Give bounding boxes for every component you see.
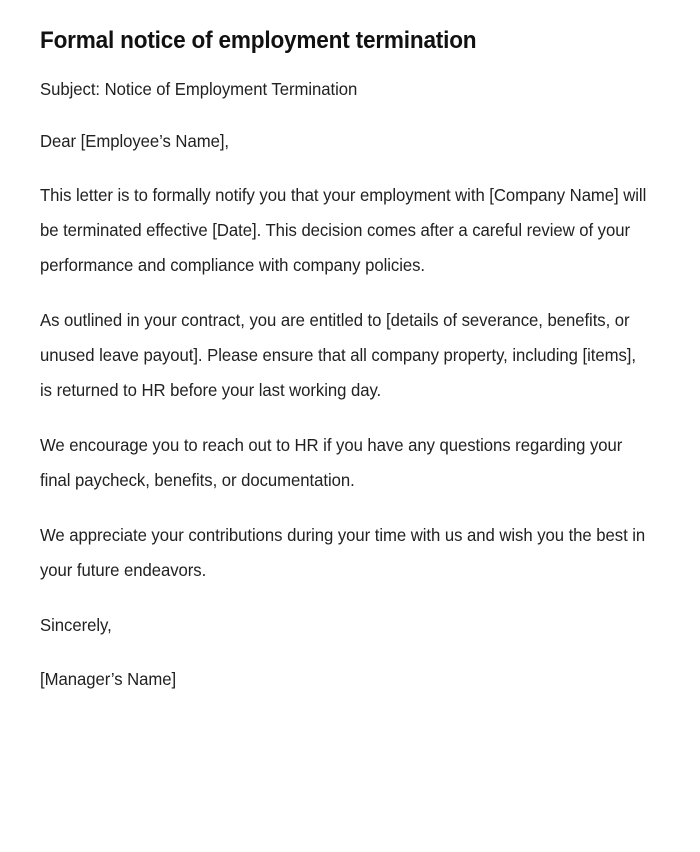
paragraph-entitlements: As outlined in your contract, you are entitled to [details of severance, benefits, or unused leave payout]. Please ensure that all company property, including [items], is returned to HR before your last working day. [40, 310, 636, 400]
signoff: Sincerely, [40, 615, 112, 635]
page-title: Formal notice of employment termination [40, 27, 477, 54]
paragraph-appreciation: We appreciate your contributions during your time with us and wish you the best in your future endeavors. [40, 525, 646, 580]
paragraph-hr-contact: We encourage you to reach out to HR if you have any questions regarding your final paycheck, benefits, or documentation. [40, 435, 623, 490]
paragraph-termination-notice: This letter is to formally notify you that your employment with [Company Name] will be terminated effective [Date]. This decision comes after a careful review of your performance and compliance with company policies. [40, 185, 647, 275]
subject-line: Subject: Notice of Employment Termination [40, 79, 358, 99]
letter-body [40, 72, 652, 697]
signature-name: [Manager’s Name] [40, 669, 177, 689]
salutation: Dear [Employee’s Name], [40, 131, 230, 151]
